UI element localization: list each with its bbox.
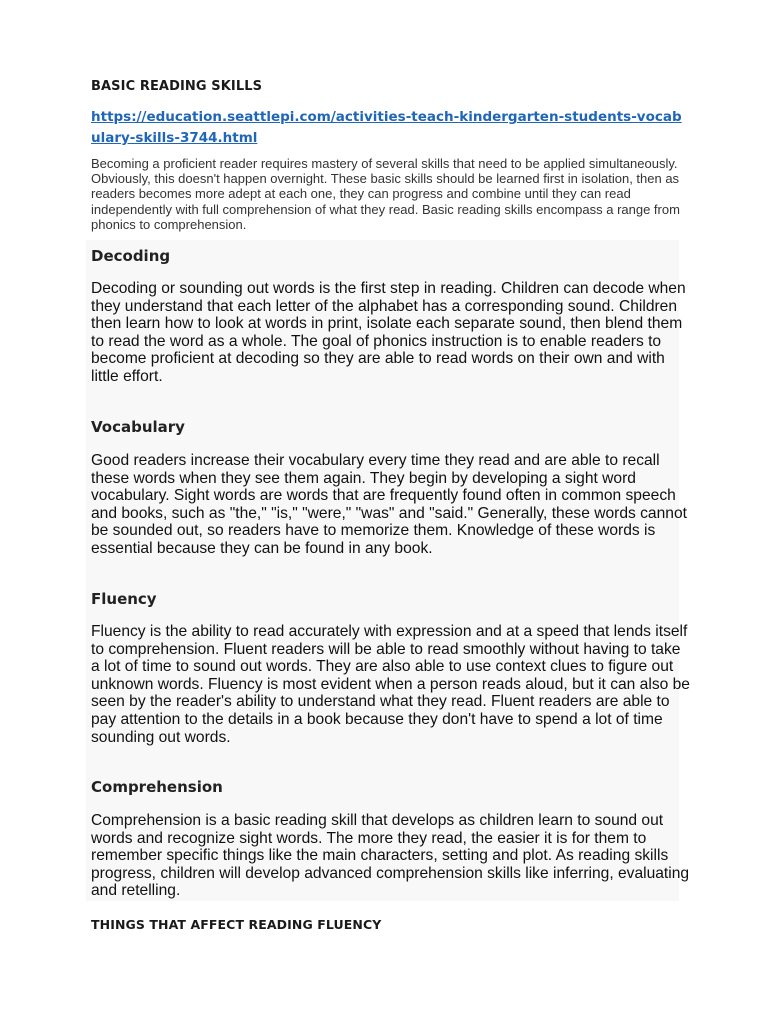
section-heading-vocabulary: Vocabulary [91, 418, 185, 436]
section-heading-comprehension: Comprehension [91, 778, 223, 796]
document-title: BASIC READING SKILLS [91, 79, 263, 94]
section-body-vocabulary: Good readers increase their vocabulary every time they read and are able to recall these words when they see them again. They begin by developing a sight word vocabulary. Sight words are words that are frequently found often in common speech and books, such as "the," "is," "were," "was" and "said." Generally, these words cannot be sounded out, so readers have to memorize them. Knowledge of these words is essential because they can be found in any book. [91, 452, 687, 557]
document-subtitle: THINGS THAT AFFECT READING FLUENCY [91, 917, 382, 932]
section-body-fluency: Fluency is the ability to read accurately with expression and at a speed that lends itself to comprehension. Fluent readers will be able to read smoothly without having to take a lot of time to sound out words. They are also able to use context clues to figure out unknown words. Fluency is most evident when a person reads aloud, but it can also be seen by the reader's ability to understand what they read. Fluent readers are able to pay attention to the details in a book because they don't have to spend a lot of time sounding out words. [91, 623, 690, 746]
section-heading-decoding: Decoding [91, 247, 171, 265]
section-body-comprehension: Comprehension is a basic reading skill that develops as children learn to sound out words and recognize sight words. The more they read, the easier it is for them to remember specific things like the main characters, setting and plot. As reading skills progress, children will develop advanced comprehension skills like inferring, evaluating and retelling. [91, 812, 690, 900]
section-heading-fluency: Fluency [91, 590, 157, 608]
source-link[interactable]: https://education.seattlepi.com/activities-teach-kindergarten-students-vocabulary-skills-3744.html [91, 109, 682, 146]
intro-paragraph: Becoming a proficient reader requires mastery of several skills that need to be applied simultaneously. Obviously, this doesn't happen overnight. These basic skills should be learned first in isolation, then as readers becomes more adept at each one, they can progress and combine until they can read independently with full comprehension of what they read. Basic reading skills encompass a range from phonics to comprehension. [91, 156, 680, 232]
section-body-decoding: Decoding or sounding out words is the first step in reading. Children can decode when they understand that each letter of the alphabet has a corresponding sound. Children then learn how to look at words in print, isolate each separate sound, then blend them to read the word as a whole. The goal of phonics instruction is to enable readers to become proficient at decoding so they are able to read words on their own and with little effort. [91, 280, 686, 385]
